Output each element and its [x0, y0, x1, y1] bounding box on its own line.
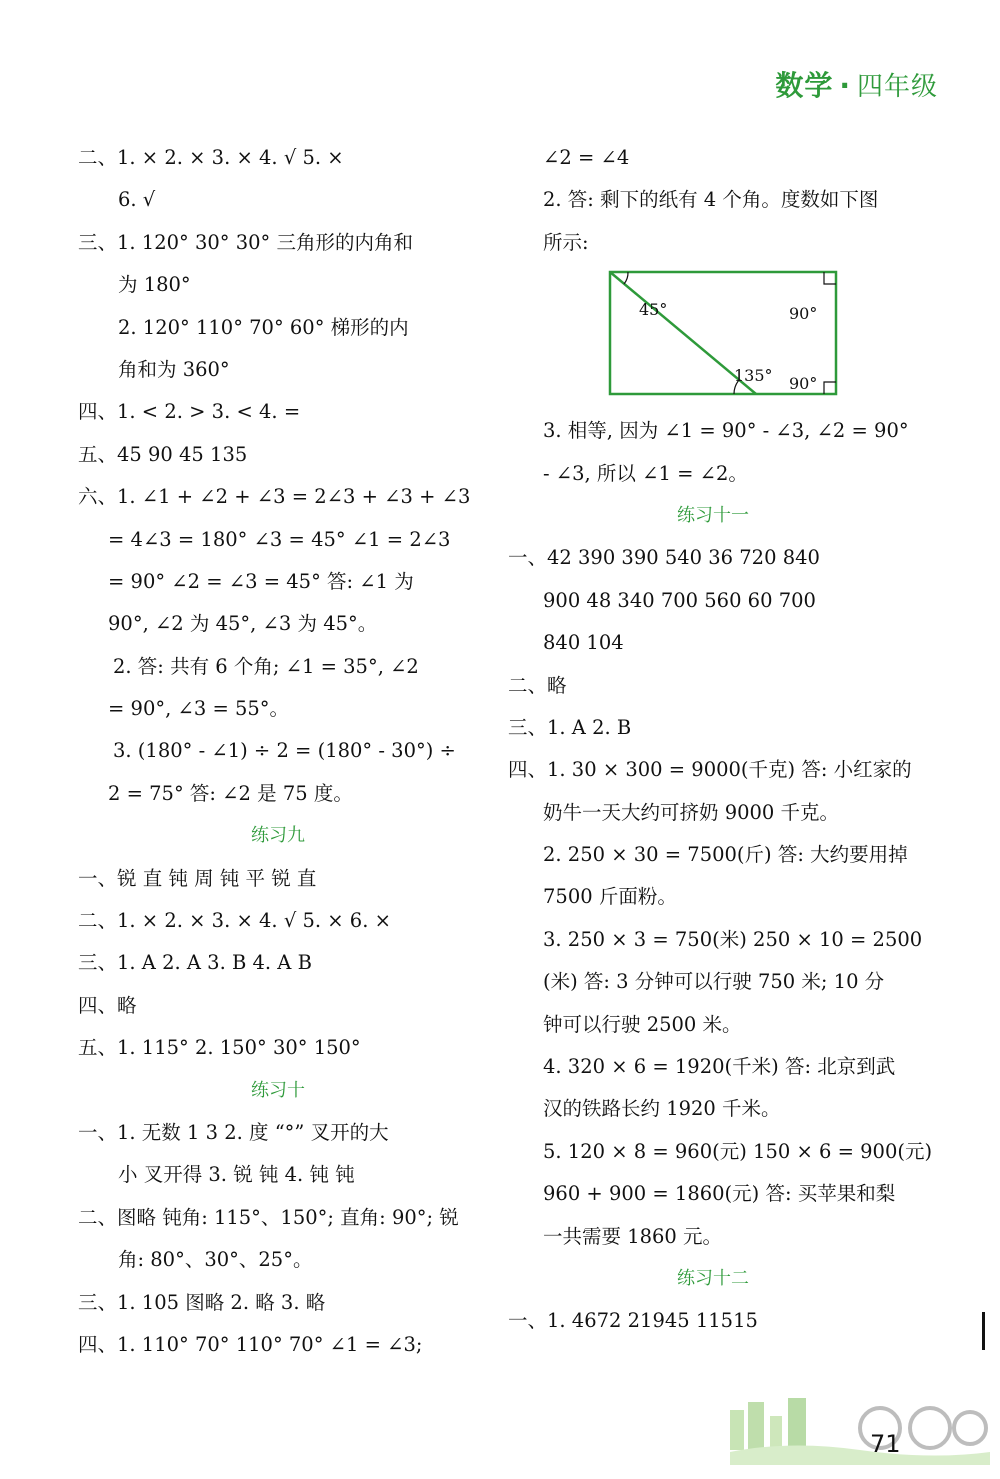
answer-line: 900 48 340 700 560 60 700: [543, 588, 816, 612]
answer-line: 960 + 900 = 1860(元) 答: 买苹果和梨: [543, 1182, 896, 1206]
answer-line: 一共需要 1860 元。: [543, 1224, 723, 1248]
answer-line: 四、1. < 2. > 3. < 4. =: [78, 400, 301, 424]
answer-line: 五、1. 115° 2. 150° 30° 150°: [78, 1036, 361, 1060]
left-column: [78, 137, 478, 1366]
answer-line: 三、1. 105 图略 2. 略 3. 略: [78, 1290, 326, 1314]
header-dot: ·: [839, 69, 851, 102]
answer-line: = 90°, ∠3 = 55°。: [108, 697, 290, 721]
answer-line: 四、略: [78, 993, 137, 1017]
answer-line: 2 = 75° 答: ∠2 是 75 度。: [108, 781, 353, 805]
answer-line: 小 叉开得 3. 锐 钝 4. 钝 钝: [118, 1163, 355, 1187]
answer-line: 2. 答: 共有 6 个角; ∠1 = 35°, ∠2: [113, 654, 419, 678]
answer-line: 一、42 390 390 540 36 720 840: [508, 546, 820, 570]
right-angle-mark-bottom: [824, 382, 836, 394]
section-heading: 练习十: [251, 1079, 305, 1101]
right-top-lines: [508, 137, 918, 264]
header-subject: 数学: [775, 69, 834, 102]
answer-line: - ∠3, 所以 ∠1 = ∠2。: [543, 461, 748, 485]
answer-line: 汉的铁路长约 1920 千米。: [543, 1097, 781, 1121]
angle-label-90-top: 90°: [789, 304, 818, 324]
answer-line: 三、1. A 2. A 3. B 4. A B: [78, 951, 312, 975]
answer-line: 二、略: [508, 673, 567, 697]
angle-label-90-bottom: 90°: [789, 374, 818, 394]
answer-line: 为 180°: [118, 273, 191, 297]
answer-line: 4. 320 × 6 = 1920(千米) 答: 北京到武: [543, 1055, 896, 1079]
page-header: [775, 64, 938, 104]
right-column: [508, 137, 933, 1343]
answer-line: = 90° ∠2 = ∠3 = 45° 答: ∠1 为: [108, 569, 414, 593]
answer-line: 二、图略 钝角: 115°、150°; 直角: 90°; 锐: [78, 1205, 459, 1229]
answer-line: 角和为 360°: [118, 357, 230, 381]
angle-figure: [508, 264, 918, 410]
section-heading: 练习十二: [677, 1267, 749, 1289]
page-number: 71: [870, 1430, 901, 1458]
header-grade: 四年级: [856, 72, 938, 102]
answer-line: 840 104: [543, 631, 624, 655]
answer-line: 3. 250 × 3 = 750(米) 250 × 10 = 2500: [543, 927, 923, 951]
answer-line: 所示:: [543, 230, 589, 254]
answer-line: 角: 80°、30°、25°。: [118, 1248, 313, 1272]
answer-line: 3. (180° - ∠1) ÷ 2 = (180° - 30°) ÷: [113, 739, 456, 763]
answer-line: 六、1. ∠1 + ∠2 + ∠3 = 2∠3 + ∠3 + ∠3: [78, 485, 471, 509]
answer-line: 四、1. 30 × 300 = 9000(千克) 答: 小红家的: [508, 758, 912, 782]
margin-bar: [982, 1312, 985, 1350]
answer-line: 三、1. A 2. B: [508, 715, 632, 739]
answer-line: = 4∠3 = 180° ∠3 = 45° ∠1 = 2∠3: [108, 527, 451, 551]
answer-line: 7500 斤面粉。: [543, 885, 677, 909]
answer-line: 五、45 90 45 135: [78, 442, 248, 466]
answer-line: 二、1. × 2. × 3. × 4. √ 5. × 6. ×: [78, 909, 391, 933]
answer-line: 2. 250 × 30 = 7500(斤) 答: 大约要用掉: [543, 843, 908, 867]
answer-line: 一、1. 无数 1 3 2. 度 “°” 叉开的大: [78, 1120, 389, 1144]
section-heading: 练习九: [251, 825, 305, 847]
angle-label-135: 135°: [734, 366, 773, 386]
answer-line: (米) 答: 3 分钟可以行驶 750 米; 10 分: [543, 970, 885, 994]
right-angle-mark-top: [824, 272, 836, 284]
answer-line: 四、1. 110° 70° 110° 70° ∠1 = ∠3;: [78, 1332, 423, 1356]
section-heading: 练习十一: [677, 504, 749, 526]
angle-arc-45: [624, 272, 628, 284]
answer-line: 一、锐 直 钝 周 钝 平 锐 直: [78, 866, 317, 890]
answer-line: ∠2 = ∠4: [543, 146, 630, 169]
watermark-logo: [730, 1390, 990, 1465]
answer-line: 2. 120° 110° 70° 60° 梯形的内: [118, 315, 409, 339]
right-bottom-lines: [508, 410, 933, 1343]
answer-line: 5. 120 × 8 = 960(元) 150 × 6 = 900(元): [543, 1139, 933, 1163]
answer-line: 三、1. 120° 30° 30° 三角形的内角和: [78, 230, 413, 254]
answer-line: 2. 答: 剩下的纸有 4 个角。度数如下图: [543, 188, 879, 212]
answer-line: 奶牛一天大约可挤奶 9000 千克。: [543, 800, 840, 824]
answer-line: 二、1. × 2. × 3. × 4. √ 5. ×: [78, 146, 344, 169]
answer-line: 90°, ∠2 为 45°, ∠3 为 45°。: [108, 612, 378, 636]
angle-label-45: 45°: [639, 300, 668, 320]
answer-line: 钟可以行驶 2500 米。: [543, 1012, 742, 1036]
answer-line: 3. 相等, 因为 ∠1 = 90° - ∠3, ∠2 = 90°: [543, 419, 909, 443]
answer-line: 一、1. 4672 21945 11515: [508, 1309, 758, 1333]
answer-line: 6. √: [118, 188, 156, 212]
